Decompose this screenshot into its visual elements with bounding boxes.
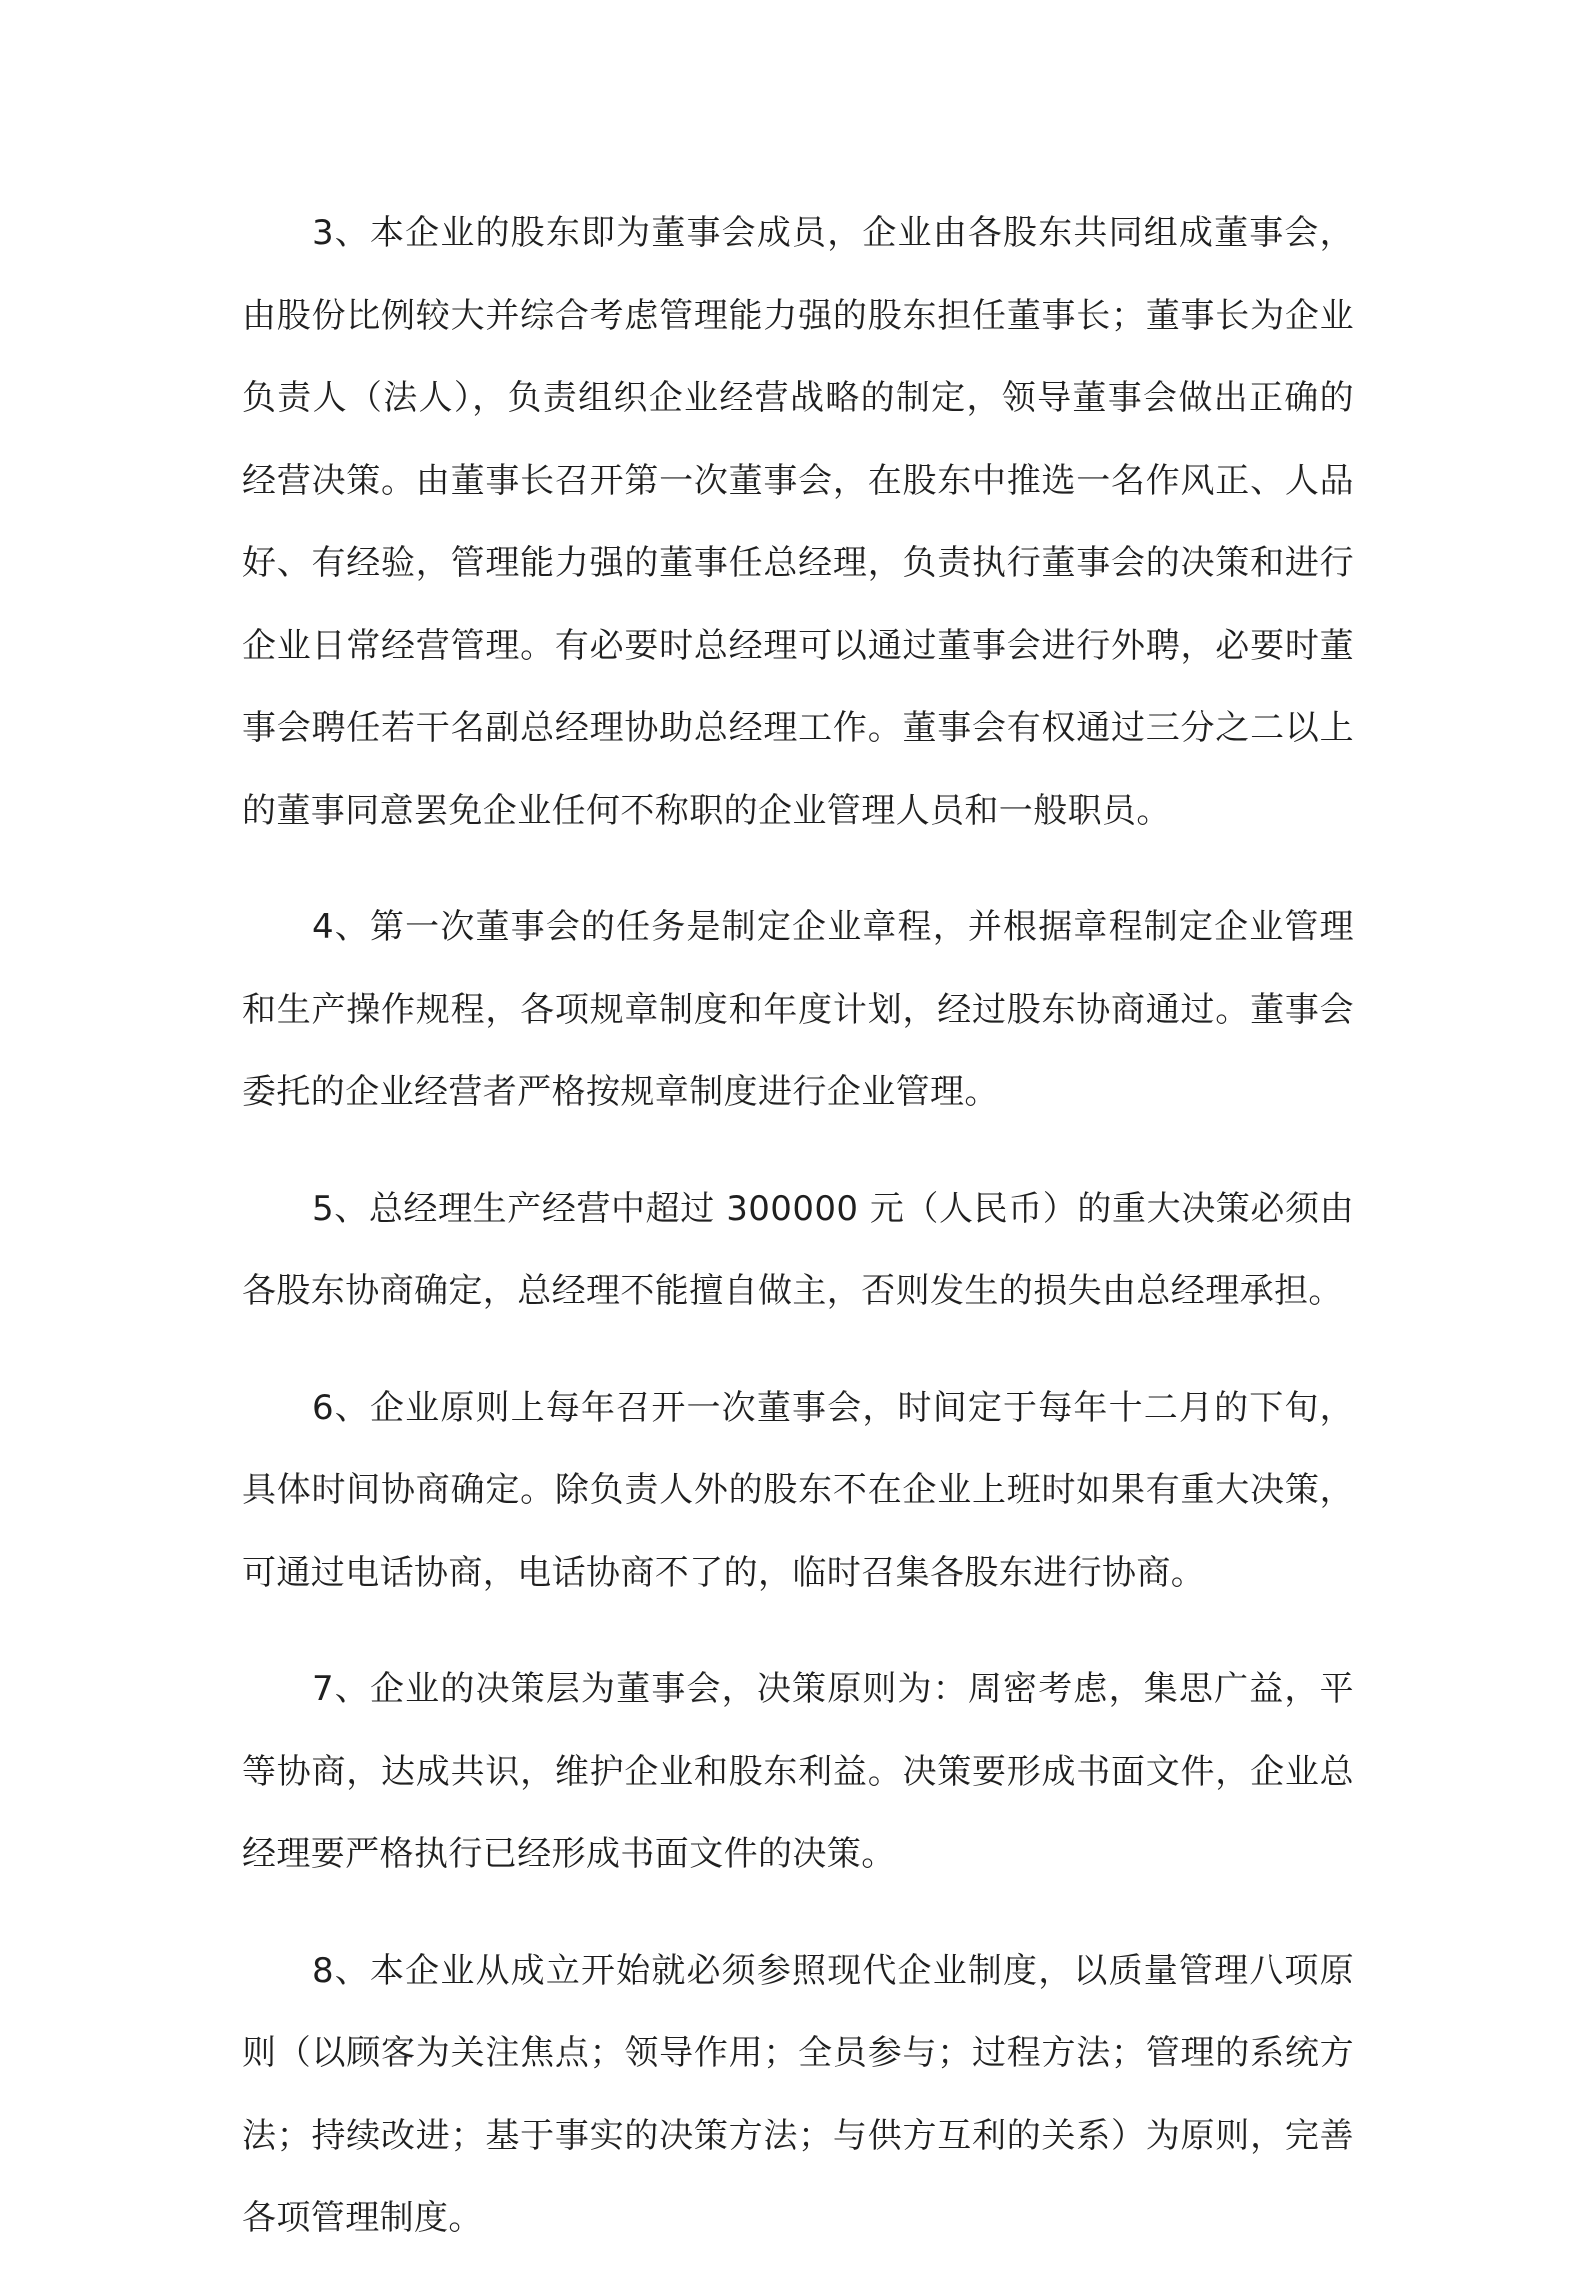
paragraph-8: 8、本企业从成立开始就必须参照现代企业制度，以质量管理八项原则（以顾客为关注焦点；领导作用；全员参与；过程方法；管理的系统方法；持续改进；基于事实的决策方法；与供方互利的关系）为原则，完善各项管理制度。 bbox=[242, 1950, 1354, 2238]
paragraph-4: 4、第一次董事会的任务是制定企业章程，并根据章程制定企业管理和生产操作规程，各项规章制度和年度计划，经过股东协商通过。董事会委托的企业经营者严格按规章制度进行企业管理。 bbox=[242, 907, 1354, 1112]
paragraph-6: 6、企业原则上每年召开一次董事会，时间定于每年十二月的下旬，具体时间协商确定。除负责人外的股东不在企业上班时如果有重大决策，可通过电话协商，电话协商不了的，临时召集各股东进行协商。 bbox=[242, 1387, 1354, 1593]
paragraph-7: 7、企业的决策层为董事会，决策原则为：周密考虑，集思广益，平等协商，达成共识，维护企业和股东利益。决策要形成书面文件，企业总经理要严格执行已经形成书面文件的决策。 bbox=[242, 1669, 1354, 1874]
paragraph-5: 5、总经理生产经营中超过 300000 元（人民币）的重大决策必须由各股东协商确定，总经理不能擅自做主，否则发生的损失由总经理承担。 bbox=[242, 1188, 1354, 1311]
document-body bbox=[242, 192, 1354, 2294]
paragraph-3: 3、本企业的股东即为董事会成员，企业由各股东共同组成董事会，由股份比例较大并综合考虑管理能力强的股东担任董事长；董事长为企业负责人（法人），负责组织企业经营战略的制定，领导董事会做出正确的经营决策。由董事长召开第一次董事会，在股东中推选一名作风正、人品好、有经验，管理能力强的董事任总经理，负责执行董事会的决策和进行企业日常经营管理。有必要时总经理可以通过董事会进行外聘，必要时董事会聘任若干名副总经理协助总经理工作。董事会有权通过三分之二以上的董事同意罢免企业任何不称职的企业管理人员和一般职员。 bbox=[242, 213, 1354, 831]
